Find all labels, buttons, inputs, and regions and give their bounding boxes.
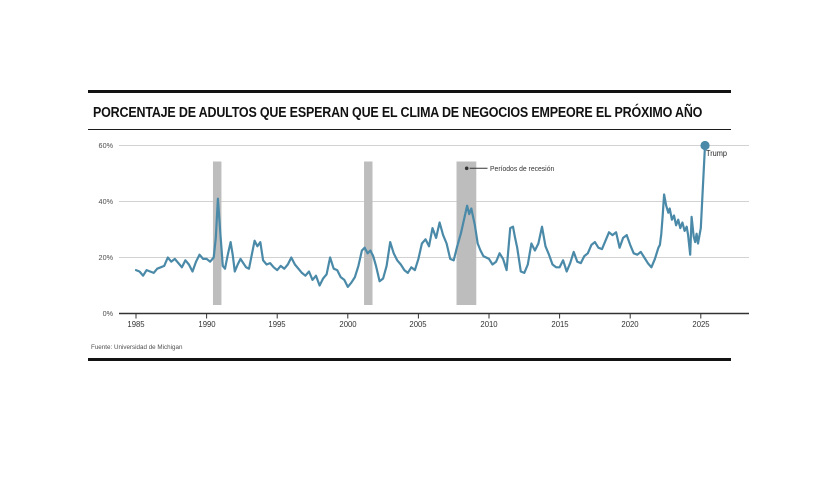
bottom-rule xyxy=(88,358,731,361)
x-axis-label: 2020 xyxy=(621,319,639,329)
source-note: Fuente: Universidad de Michigan xyxy=(91,344,183,351)
x-axis-label: 1985 xyxy=(127,319,145,329)
x-axis-label: 1990 xyxy=(197,319,216,329)
x-axis-label: 2025 xyxy=(692,319,710,329)
x-axis-label: 2005 xyxy=(409,319,427,329)
y-axis-label: 60% xyxy=(98,140,113,150)
recession-band xyxy=(364,162,372,306)
x-axis-label: 2010 xyxy=(480,319,498,329)
recession-annotation-label: Períodos de recesión xyxy=(490,164,555,173)
leader-dot xyxy=(465,167,469,171)
x-axis-label: 1995 xyxy=(268,319,286,329)
x-axis-label: 2000 xyxy=(339,319,357,329)
recession-band xyxy=(457,162,477,306)
chart-title: PORCENTAJE DE ADULTOS QUE ESPERAN QUE EL CLIMA DE NEGOCIOS EMPEORE EL PRÓXIMO AÑO xyxy=(93,105,703,121)
endpoint-trump-label: Trump xyxy=(706,149,728,158)
x-axis-label: 2015 xyxy=(550,319,569,329)
y-axis-label: 40% xyxy=(98,196,113,206)
y-axis-label: 0% xyxy=(102,308,113,318)
y-axis-label: 20% xyxy=(98,252,113,262)
